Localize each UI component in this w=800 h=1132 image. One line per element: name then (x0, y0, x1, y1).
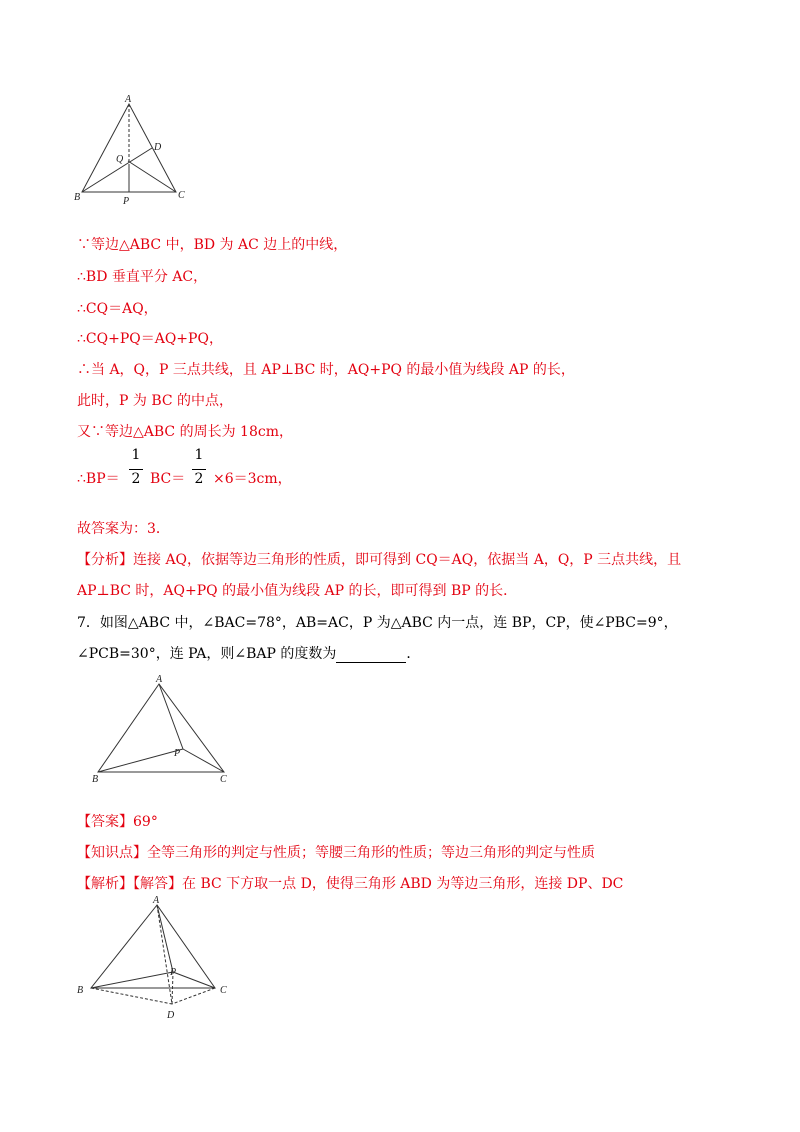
triangle-abc (98, 684, 224, 772)
label-q: Q (116, 154, 124, 165)
question-7-line-1: 7．如图△ABC 中，∠BAC=78°，AB=AC，P 为△ABC 内一点，连 BP，CP，使∠PBC=9°， (77, 615, 678, 631)
segment-pa (159, 684, 183, 749)
figure-triangle-abc-point-p (88, 672, 248, 787)
solution-line-7: 又∵等边△ABC 的周长为 18cm， (77, 424, 293, 440)
label-a: A (156, 674, 163, 685)
solution-line-8c: ×6＝3cm， (213, 471, 292, 487)
segment-bp (91, 972, 173, 988)
solution-line-5: ∴当 A，Q，P 三点共线，且 AP⊥BC 时，AQ+PQ 的最小值为线段 AP 的长， (77, 362, 575, 378)
label-d: D (167, 1010, 175, 1021)
label-p: P (174, 748, 181, 759)
solution-line-1: ∵等边△ABC 中，BD 为 AC 边上的中线， (77, 237, 348, 253)
label-c: C (220, 985, 227, 996)
label-b: B (92, 774, 99, 785)
label-p: P (170, 967, 177, 978)
label-a: A (153, 895, 160, 906)
answer-7-value: 69° (133, 814, 158, 830)
figure-triangle-abc-point-d (73, 895, 248, 1025)
label-b: B (77, 985, 84, 996)
label-d: D (154, 142, 162, 153)
knowledge-7-tag: 【知识点】 (77, 845, 147, 861)
segment-bp (98, 749, 183, 772)
segment-pa (157, 905, 173, 972)
question-7-text: ∠PCB=30°，连 PA，则∠BAP 的度数为 (77, 646, 337, 662)
solution-line-4: ∴CQ+PQ＝AQ+PQ， (77, 331, 223, 347)
segment-pc (173, 972, 215, 988)
question-7-line-2 (77, 645, 420, 663)
knowledge-7-value: 全等三角形的判定与性质；等腰三角形的性质；等边三角形的判定与性质 (147, 845, 595, 861)
label-b: B (74, 192, 81, 203)
figure-triangle-abc-median (70, 92, 190, 207)
segment-bd-dashed (91, 988, 172, 1004)
explain-7-value: 在 BC 下方取一点 D，使得三角形 ABD 为等边三角形，连接 DP、DC (182, 876, 624, 892)
answer-7-tag: 【答案】 (77, 814, 133, 830)
analysis-text-1: 连接 AQ，依据等边三角形的性质，即可得到 CQ＝AQ，依据当 A，Q，P 三点共线，且 (133, 552, 682, 568)
label-c: C (178, 190, 185, 201)
solution-line-6: 此时，P 为 BC 的中点， (77, 393, 234, 409)
answer-blank (336, 648, 406, 663)
solution-line-8b: BC＝ (150, 471, 186, 487)
solution-line-2: ∴BD 垂直平分 AC， (77, 269, 208, 285)
label-p: P (123, 196, 130, 207)
analysis-line-2: AP⊥BC 时，AQ+PQ 的最小值为线段 AP 的长，即可得到 BP 的长． (77, 583, 518, 599)
label-a: A (125, 94, 132, 105)
solution-line-8a: ∴BP＝ (77, 471, 120, 487)
analysis-line-1 (77, 551, 681, 569)
segment-qc (128, 161, 176, 192)
analysis-tag: 【分析】 (77, 552, 133, 568)
label-c: C (220, 774, 227, 785)
answer-6: 故答案为：3． (77, 521, 170, 537)
question-7-end: ． (406, 646, 421, 662)
solution-line-3: ∴CQ＝AQ， (77, 301, 158, 317)
knowledge-7 (77, 844, 595, 862)
segment-ad-dashed (157, 905, 172, 1004)
segment-cd-dashed (172, 988, 215, 1004)
segment-pc (183, 749, 224, 772)
answer-7 (77, 813, 158, 831)
explain-7-tag: 【解析】【解答】 (77, 876, 182, 892)
explain-7 (77, 875, 623, 893)
